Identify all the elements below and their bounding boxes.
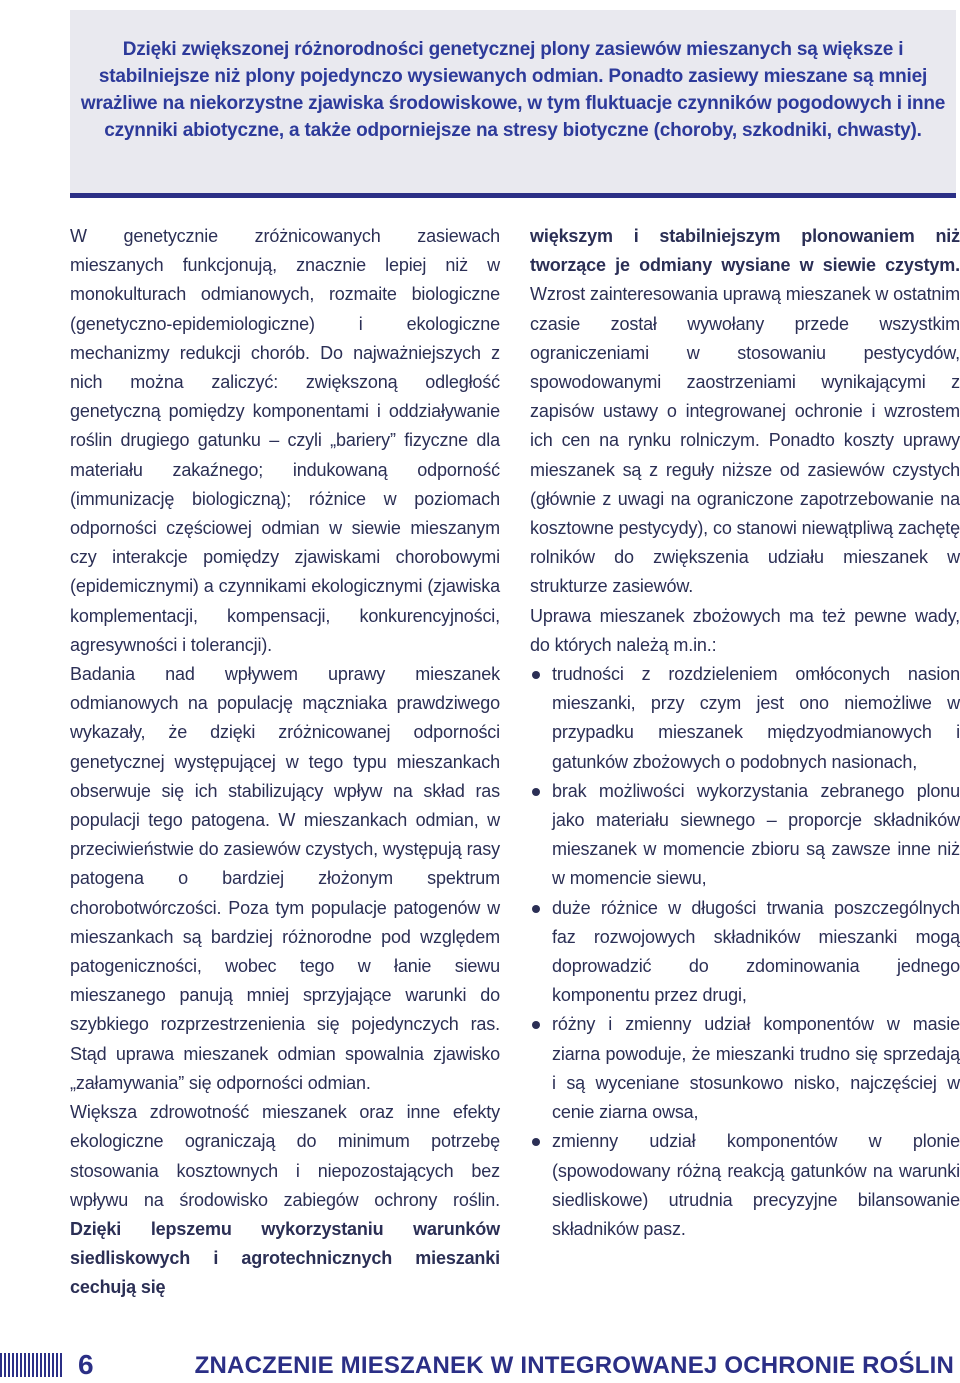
summary-callout bbox=[70, 10, 956, 198]
left-column bbox=[70, 222, 500, 1303]
bullet-icon bbox=[532, 1138, 540, 1146]
list-item-text: zmienny udział komponentów w plonie (spowodowany różną reakcją gatunków na warunki siedliskowe) utrudnia precyzyjne bilansowanie składników pasz. bbox=[552, 1131, 960, 1239]
list-item bbox=[530, 777, 960, 894]
paragraph: Badania nad wpływem uprawy mieszanek odmianowych na populację mączniaka prawdziwego wykazały, że dzięki zróżnicowanej odporności genetycznej występującej w tego typu mieszankach obserwuje się ich stabilizujący wpływ na skład ras populacji tego patogena. W mieszankach odmian, w przeciwieństwie do zasiewów czystych, występują rasy patogena o bardziej złożonym spektrum chorobotwórczości. Poza tym populacje patogenów w mieszankach są bardziej różnorodne pod względem patogeniczności, wobec tego w łanie siewu mieszanego panują mniej sprzyjające warunki do szybkiego rozprzestrzenienia się pojedynczych ras. Stąd uprawa mieszanek odmian spowalnia zjawisko „załamywania” się odporności odmian. bbox=[70, 664, 500, 1093]
list-item-text: brak możliwości wykorzystania zebranego plonu jako materiału siewnego – proporcje składników mieszanek w momencie zbioru są zawsze inne niż w momencie siewu, bbox=[552, 780, 960, 889]
bullet-icon bbox=[532, 905, 540, 913]
paragraph: Uprawa mieszanek zbożowych ma też pewne wady, do których należą m.in.: bbox=[530, 605, 960, 655]
list-item bbox=[530, 1010, 960, 1127]
drawbacks-list bbox=[530, 660, 960, 1244]
paragraph bbox=[530, 222, 960, 602]
paragraph-emphasis: Dzięki lepszemu wykorzystaniu warunków siedliskowych i agrotechnicznych mieszanki cechują się bbox=[70, 1218, 500, 1298]
list-item-text: trudności z rozdzieleniem omłóconych nasion mieszanki, przy czym jest ono niemożliwe w przypadku mieszanek międzyodmianowych i gatunków zbożowych o podobnych nasionach, bbox=[552, 664, 960, 772]
bullet-icon bbox=[532, 1021, 540, 1029]
page-number: 6 bbox=[78, 1349, 94, 1380]
running-footer-title: ZNACZENIE MIESZANEK W INTEGROWANEJ OCHRONIE ROŚLIN bbox=[194, 1352, 954, 1379]
list-item bbox=[530, 1127, 960, 1244]
paragraph: W genetycznie zróżnicowanych zasiewach mieszanych funkcjonują, znacznie lepiej niż w monokulturach odmianowych, rozmaite biologiczne (genetyczno-epidemiologiczne) i ekologiczne mechanizmy redukcji chorób. Do najważniejszych z nich można zaliczyć: zwiększoną odległość genetyczną pomiędzy komponentami i oddziaływanie roślin drugiego gatunku – czyli „bariery” fizyczne dla materiału zakaźnego; indukowaną odporność (immunizację biologiczną); różnice w poziomach odporności częściowej odmian w siewie mieszanym czy interakcje pomiędzy zjawiskami chorobowymi (epidemicznymi) a czynnikami ekologicznymi (zjawiska komplementacji, kompensacji, konkurencyjności, agresywności i tolerancji). bbox=[70, 226, 500, 655]
list-item bbox=[530, 894, 960, 1011]
summary-callout-text: Dzięki zwiększonej różnorodności genetycznej plony zasiewów mieszanych są większe i stabilniejsze niż plony pojedynczo wysiewanych odmian. Ponadto zasiewy mieszane są mniej wrażliwe na niekorzystne zjawiska środowiskowe, w tym fluktuacje czynników pogodowych i inne czynniki abiotyczne, a także odporniejsze na stresy biotyczne (choroby, szkodniki, chwasty). bbox=[80, 39, 946, 141]
paragraph-text: Większa zdrowotność mieszanek oraz inne efekty ekologiczne ograniczają do minimum potrzebę stosowania kosztownych i niepozostających bez wpływu na środowisko zabiegów ochrony roślin. bbox=[70, 1102, 500, 1210]
list-item bbox=[530, 660, 960, 777]
footer-stripe-decoration bbox=[0, 1353, 62, 1377]
paragraph bbox=[70, 1098, 500, 1302]
right-column bbox=[530, 222, 960, 1244]
list-item-text: duże różnice w długości trwania poszczególnych faz rozwojowych składników mieszanki mogą doprowadzić do zdominowania jednego komponentu przez drugi, bbox=[552, 897, 960, 1006]
paragraph-text: Wzrost zainteresowania uprawą mieszanek w ostatnim czasie został wywołany przede wszystkim ograniczeniami w stosowaniu pestycydów, spowodowanymi zaostrzeniami wynikającymi z zapisów ustawy o integrowanej ochronie i wzrostem ich cen na rynku rolniczym. Ponadto koszty uprawy mieszanek są z reguły niższe od zasiewów czystych (głównie z uwagi na ograniczone zapotrzebowanie na kosztowne pestycydy), co stanowi niewątpliwą zachętę rolników do zwiększenia udziału mieszanek w strukturze zasiewów. bbox=[530, 284, 960, 597]
list-item-text: różny i zmienny udział komponentów w masie ziarna powoduje, że mieszanki trudno się sprzedają i są wyceniane stosunkowo nisko, najczęściej w cenie ziarna owsa, bbox=[552, 1014, 960, 1123]
bullet-icon bbox=[532, 788, 540, 796]
paragraph-emphasis: większym i stabilniejszym plonowaniem niż tworzące je odmiany wysiane w siewie czystym. bbox=[530, 226, 960, 276]
bullet-icon bbox=[532, 671, 540, 679]
